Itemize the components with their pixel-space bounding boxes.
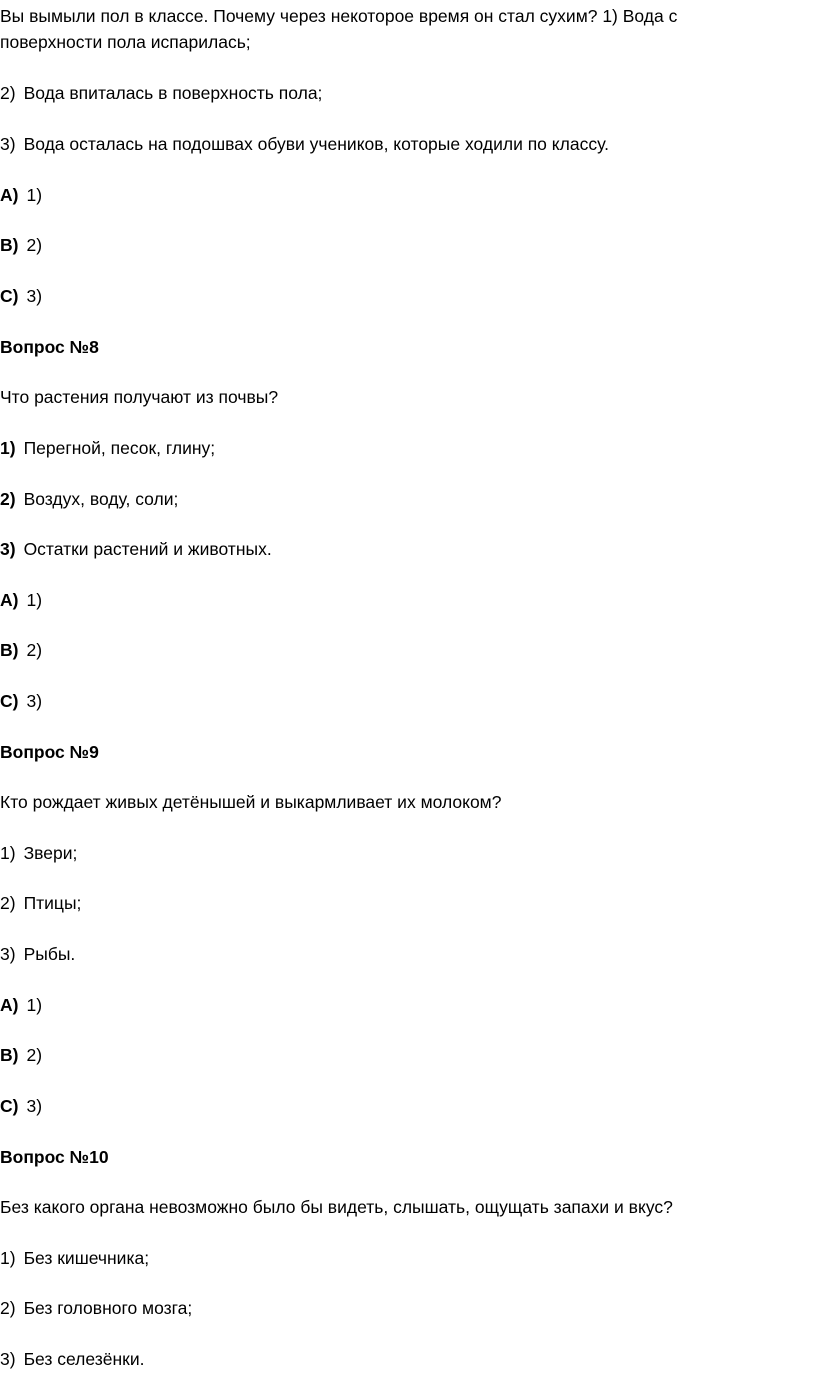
option-text: Звери; <box>23 843 78 863</box>
option-number: 2) <box>0 893 16 913</box>
q10-option-1 <box>0 1246 149 1270</box>
answer-letter: B) <box>0 1045 19 1065</box>
q10-option-2 <box>0 1296 192 1320</box>
q7-answer-c <box>0 284 42 308</box>
option-text: Остатки растений и животных. <box>23 539 272 559</box>
q9-option-2 <box>0 891 81 915</box>
q8-answer-b <box>0 638 42 662</box>
q7-answer-b <box>0 233 42 257</box>
answer-value: 2) <box>26 235 43 255</box>
option-text: Рыбы. <box>23 944 76 964</box>
answer-value: 3) <box>26 1096 43 1116</box>
option-number: 3) <box>0 1349 16 1369</box>
option-text: Перегной, песок, глину; <box>23 438 216 458</box>
option-text: Воздух, воду, соли; <box>23 489 179 509</box>
option-text: Вода осталась на подошвах обуви учеников, которые ходили по классу. <box>23 134 609 154</box>
q9-option-3 <box>0 942 75 966</box>
q8-option-2 <box>0 487 178 511</box>
option-number: 1) <box>0 843 16 863</box>
answer-letter: C) <box>0 1096 19 1116</box>
option-number: 3) <box>0 944 16 964</box>
q10-heading: Вопрос №10 <box>0 1147 109 1167</box>
q9-answer-c <box>0 1094 42 1118</box>
answer-value: 2) <box>26 1045 43 1065</box>
q7-answer-a <box>0 183 42 207</box>
q8-option-1 <box>0 436 215 460</box>
option-number: 1) <box>0 438 16 458</box>
q8-answer-a <box>0 588 42 612</box>
answer-value: 1) <box>26 185 43 205</box>
option-number: 1) <box>0 1248 16 1268</box>
answer-value: 3) <box>26 286 43 306</box>
option-number: 2) <box>0 1298 16 1318</box>
option-text: Птицы; <box>23 893 82 913</box>
answer-letter: C) <box>0 286 19 306</box>
answer-letter: A) <box>0 995 19 1015</box>
answer-letter: A) <box>0 590 19 610</box>
option-text: Без селезёнки. <box>23 1349 145 1369</box>
answer-letter: C) <box>0 691 19 711</box>
q8-question: Что растения получают из почвы? <box>0 387 279 407</box>
q7-text-line-2: поверхности пола испарилась; <box>0 32 251 52</box>
q8-option-3 <box>0 537 272 561</box>
option-text: Без головного мозга; <box>23 1298 193 1318</box>
option-text: Без кишечника; <box>23 1248 150 1268</box>
option-number: 3) <box>0 539 16 559</box>
option-number: 2) <box>0 83 16 103</box>
option-number: 2) <box>0 489 16 509</box>
q9-answer-b <box>0 1043 42 1067</box>
q10-question: Без какого органа невозможно было бы видеть, слышать, ощущать запахи и вкус? <box>0 1197 673 1217</box>
q9-option-1 <box>0 841 77 865</box>
answer-value: 1) <box>26 590 43 610</box>
option-text: Вода впиталась в поверхность пола; <box>23 83 323 103</box>
q10-option-3 <box>0 1347 144 1371</box>
q8-heading: Вопрос №8 <box>0 337 99 357</box>
q9-question: Кто рождает живых детёнышей и выкармливает их молоком? <box>0 792 502 812</box>
answer-letter: B) <box>0 640 19 660</box>
q7-option-3 <box>0 132 609 156</box>
q8-answer-c <box>0 689 42 713</box>
answer-letter: B) <box>0 235 19 255</box>
answer-value: 1) <box>26 995 43 1015</box>
q7-option-2 <box>0 81 322 105</box>
answer-letter: A) <box>0 185 19 205</box>
answer-value: 2) <box>26 640 43 660</box>
option-number: 3) <box>0 134 16 154</box>
q9-answer-a <box>0 993 42 1017</box>
q9-heading: Вопрос №9 <box>0 742 99 762</box>
q7-text-line-1: Вы вымыли пол в классе. Почему через некоторое время он стал сухим? 1) Вода с <box>0 6 678 26</box>
answer-value: 3) <box>26 691 43 711</box>
